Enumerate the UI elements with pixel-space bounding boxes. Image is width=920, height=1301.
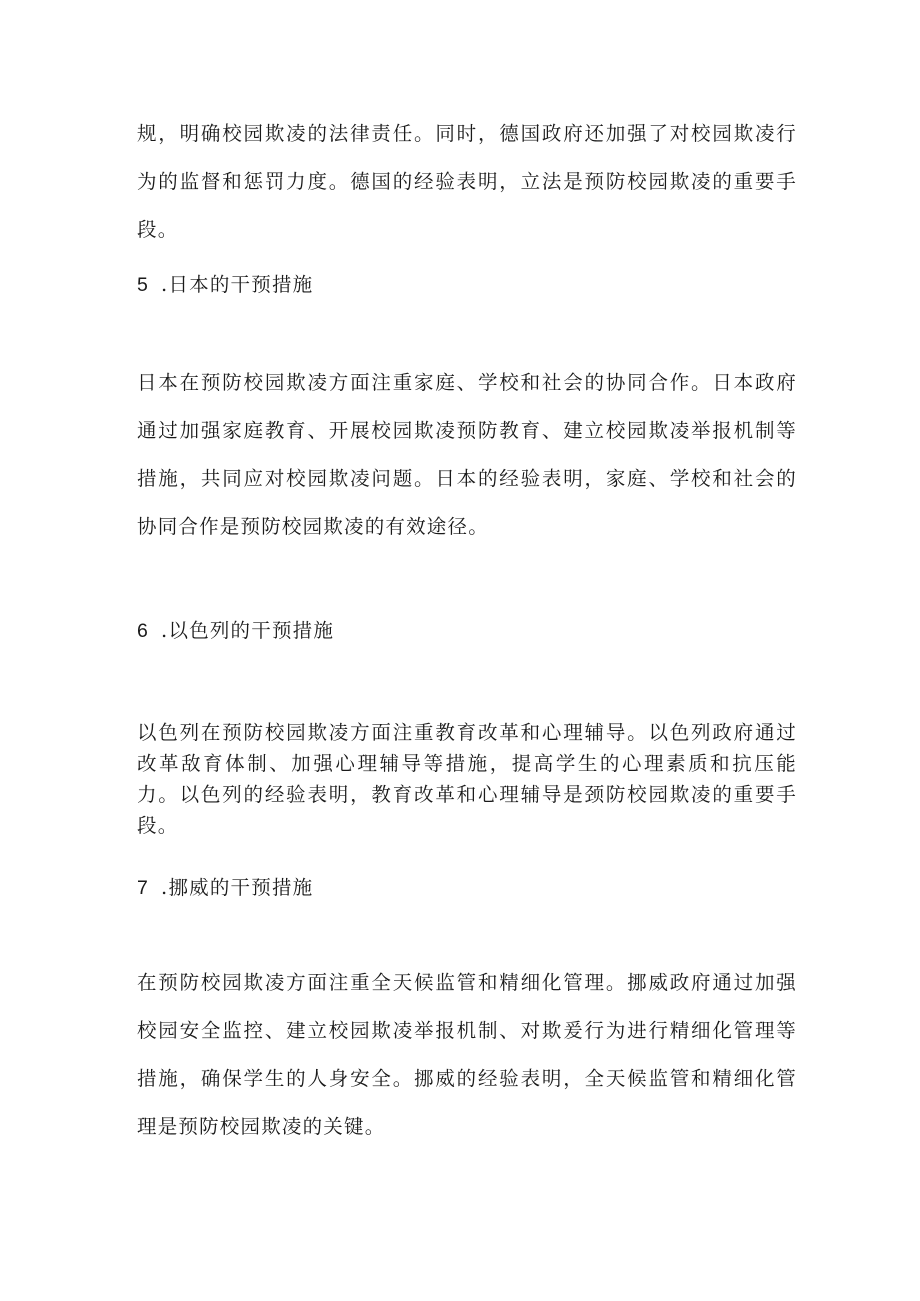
- section-title: .日本的干预措施: [161, 273, 314, 296]
- paragraph-norway: 在预防校园欺凌方面注重全天候监管和精细化管理。挪威政府通过加强校园安全监控、建立校园欺凌举报机制、对欺爰行为进行精细化管理等措施，确保学生的人身安全。挪威的经验表明，全天候监管和精细化管理是预防校园欺凌的关键。: [137, 971, 797, 1138]
- paragraph-israel: 以色列在预防校园欺凌方面注重教育改革和心理辅导。以色列政府通过改革敌育体制、加强心理辅导等措施，提高学生的心理素质和抗压能力。以色列的经验表明，教育改革和心理辅导是颈防校园欺凌的重要手段。: [137, 721, 797, 837]
- section-heading-6: [137, 616, 334, 646]
- section-title: .挪威的干预措施: [161, 876, 314, 899]
- section-heading-5: [137, 270, 313, 300]
- paragraph-germany-conclusion: 规，明确校园欺凌的法律责任。同时，德国政府还加强了对校园欺凌行为的监督和惩罚力度。德国的经验表明，立法是预防校园欺凌的重要手段。: [137, 122, 797, 241]
- paragraph-japan: 日本在预防校园欺凌方面注重家庭、学校和社会的协同合作。日本政府通过加强家庭教育、开展校园欺凌预防教育、建立校园欺凌举报机制等措施，共同应对校园欺凌问题。日本的经验表明，家庭、学校和社会的协同合作是预防校园欺凌的有效途径。: [137, 371, 797, 538]
- section-number: 5: [137, 274, 150, 296]
- section-title: .以色列的干预措施: [161, 619, 335, 642]
- section-heading-7: [137, 873, 313, 903]
- section-number: 6: [137, 620, 150, 642]
- section-number: 7: [137, 877, 150, 899]
